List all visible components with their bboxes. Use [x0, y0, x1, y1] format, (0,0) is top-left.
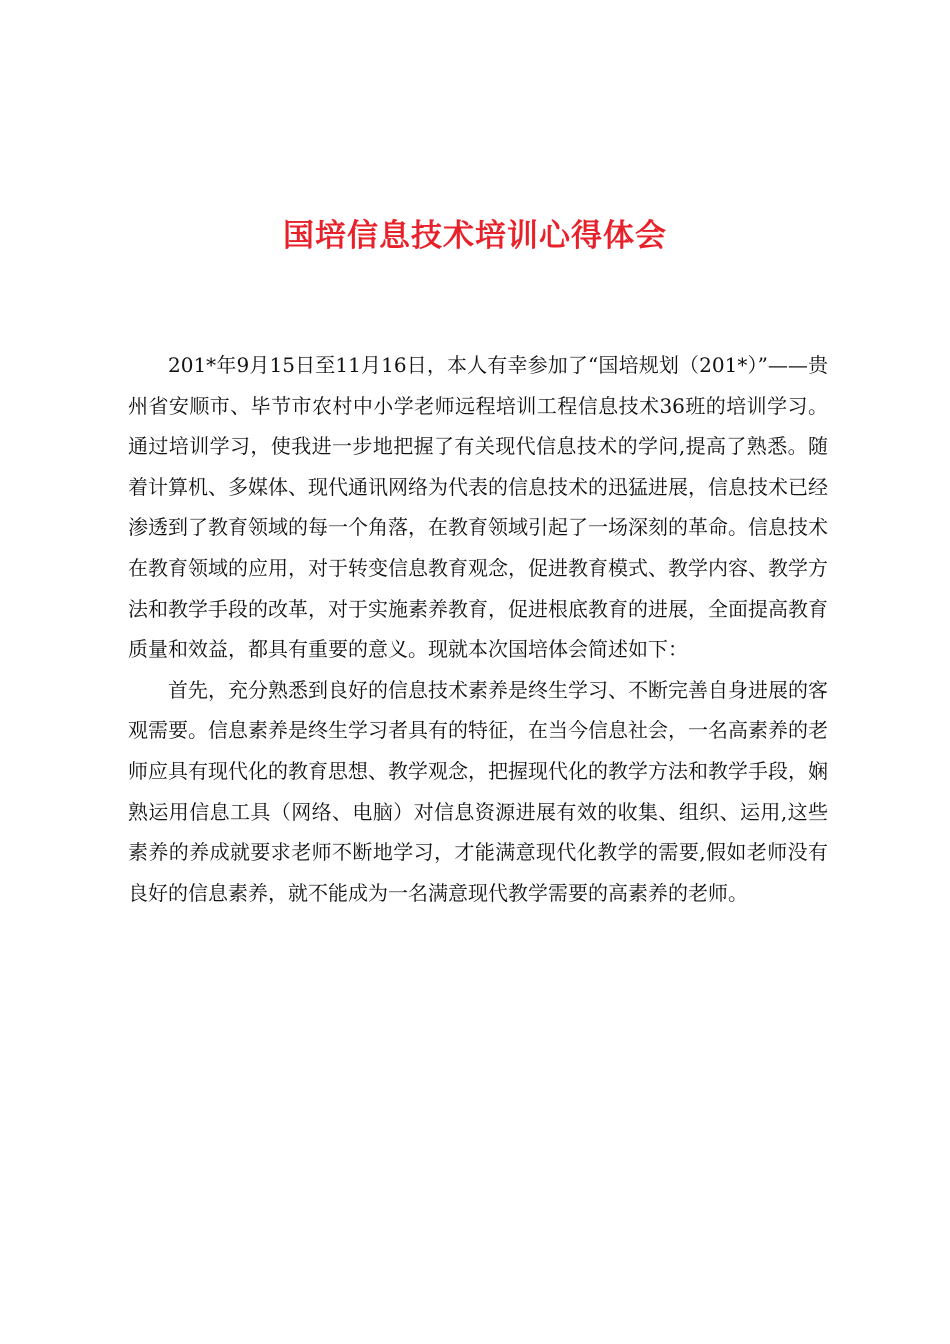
document-title: 国培信息技术培训心得体会 — [283, 218, 667, 254]
document-body — [128, 345, 828, 913]
paragraph-first-point: 首先，充分熟悉到良好的信息技术素养是终生学习、不断完善自身进展的客观需要。信息素养是终生学习者具有的特征，在当今信息社会，一名高素养的老师应具有现代化的教育思想、教学观念，把握现代化的教学方法和教学手段，娴熟运用信息工具（网络、电脑）对信息资源进展有效的收集、组织、运用,这些素养的养成就要求老师不断地学习，才能满意现代化教学的需要,假如老师没有良好的信息素养，就不能成为一名满意现代教学需要的高素养的老师。 — [128, 677, 828, 905]
paragraph-intro: 201*年9月15日至11月16日，本人有幸参加了“国培规划（201*）”——贵州省安顺市、毕节市农村中小学老师远程培训工程信息技术36班的培训学习。通过培训学习，使我进一步地把握了有关现代信息技术的学问,提高了熟悉。随着计算机、多媒体、现代通讯网络为代表的信息技术的迅猛进展，信息技术已经渗透到了教育领域的每一个角落，在教育领域引起了一场深刻的革命。信息技术在教育领域的应用，对于转变信息教育观念，促进教育模式、教学内容、教学方法和教学手段的改革，对于实施素养教育，促进根底教育的进展，全面提高教育质量和效益，都具有重要的意义。现就本次国培体会简述如下： — [128, 353, 828, 662]
